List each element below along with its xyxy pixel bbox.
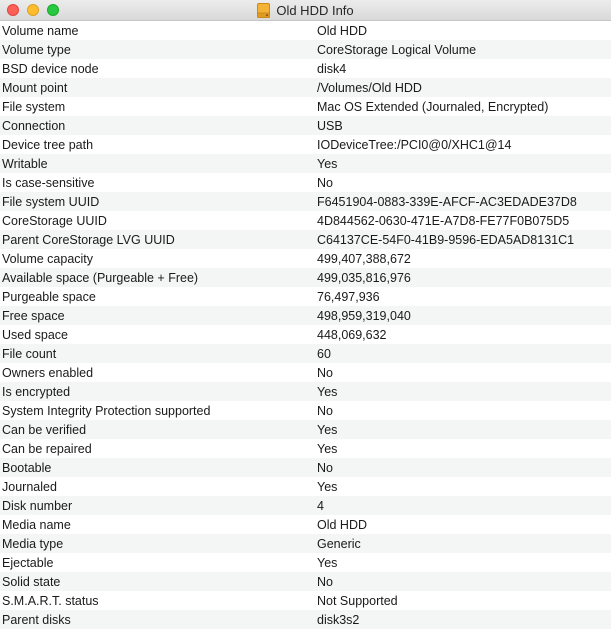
table-row[interactable] [0,344,611,363]
table-row[interactable] [0,477,611,496]
row-key: Free space [2,308,65,323]
table-row[interactable] [0,363,611,382]
row-value: Yes [317,422,338,437]
table-row[interactable] [0,420,611,439]
table-row[interactable] [0,534,611,553]
row-value: CoreStorage Logical Volume [317,42,477,57]
table-row[interactable] [0,306,611,325]
table-row[interactable] [0,610,611,629]
row-value: 499,407,388,672 [317,251,411,266]
row-value: 60 [317,346,331,361]
row-key: Parent disks [2,612,71,627]
row-key: Is encrypted [2,384,71,399]
row-value: Yes [317,441,338,456]
table-row[interactable] [0,97,611,116]
table-row[interactable] [0,154,611,173]
table-row[interactable] [0,458,611,477]
row-key: Can be repaired [2,441,92,456]
row-key: Bootable [2,460,52,475]
row-value: Yes [317,555,338,570]
row-value: 498,959,319,040 [317,308,411,323]
row-key: File count [2,346,57,361]
table-row[interactable] [0,192,611,211]
row-value: Not Supported [317,593,398,608]
row-value: disk3s2 [317,612,360,627]
row-value: /Volumes/Old HDD [317,80,422,95]
table-row[interactable] [0,439,611,458]
row-value: No [317,365,333,380]
row-value: Yes [317,479,338,494]
row-key: Volume capacity [2,251,94,266]
row-value: disk4 [317,61,347,76]
info-table [0,21,611,630]
row-key: Owners enabled [2,365,94,380]
row-value: 4D844562-0630-471E-A7D8-FE77F0B075D5 [317,213,570,228]
row-value: 499,035,816,976 [317,270,411,285]
table-row[interactable] [0,401,611,420]
table-row[interactable] [0,40,611,59]
table-row[interactable] [0,515,611,534]
row-value: Old HDD [317,517,368,532]
row-value: IODeviceTree:/PCI0@0/XHC1@14 [317,137,512,152]
row-value: F6451904-0883-339E-AFCF-AC3EDADE37D8 [317,194,577,209]
table-row[interactable] [0,78,611,97]
row-value: No [317,460,333,475]
row-key: S.M.A.R.T. status [2,593,99,608]
title-bar[interactable] [0,0,611,21]
row-key: Volume name [2,23,79,38]
row-value: No [317,574,333,589]
row-value: USB [317,118,343,133]
window-title-area [0,0,611,21]
row-key: CoreStorage UUID [2,213,107,228]
row-value: 76,497,936 [317,289,380,304]
row-key: Solid state [2,574,61,589]
row-key: Writable [2,156,48,171]
table-row[interactable] [0,268,611,287]
row-value: No [317,175,333,190]
row-key: System Integrity Protection supported [2,403,211,418]
table-row[interactable] [0,116,611,135]
table-row[interactable] [0,135,611,154]
row-key: Parent CoreStorage LVG UUID [2,232,175,247]
table-row[interactable] [0,325,611,344]
table-row[interactable] [0,21,611,40]
window-title: Old HDD Info [276,3,354,18]
row-value: Yes [317,156,338,171]
table-row[interactable] [0,287,611,306]
row-key: Device tree path [2,137,94,152]
row-key: Purgeable space [2,289,96,304]
table-row[interactable] [0,249,611,268]
row-key: Used space [2,327,69,342]
hard-drive-icon [257,3,270,18]
row-value: Old HDD [317,23,368,38]
row-key: Mount point [2,80,68,95]
row-value: 448,069,632 [317,327,387,342]
row-key: BSD device node [2,61,99,76]
table-row[interactable] [0,230,611,249]
row-key: File system [2,99,66,114]
table-row[interactable] [0,496,611,515]
row-value: Mac OS Extended (Journaled, Encrypted) [317,99,549,114]
row-key: Ejectable [2,555,54,570]
row-key: Available space (Purgeable + Free) [2,270,199,285]
table-row[interactable] [0,211,611,230]
row-value: Generic [317,536,361,551]
row-value: No [317,403,333,418]
row-key: Media name [2,517,71,532]
row-value: Yes [317,384,338,399]
table-row[interactable] [0,382,611,401]
row-key: Connection [2,118,66,133]
table-row[interactable] [0,173,611,192]
table-row[interactable] [0,59,611,78]
row-key: Is case-sensitive [2,175,95,190]
table-row[interactable] [0,572,611,591]
row-key: Media type [2,536,64,551]
row-value: C64137CE-54F0-41B9-9596-EDA5AD8131C1 [317,232,575,247]
table-row[interactable] [0,591,611,610]
row-key: Disk number [2,498,73,513]
table-row[interactable] [0,553,611,572]
row-value: 4 [317,498,324,513]
row-key: File system UUID [2,194,100,209]
row-key: Can be verified [2,422,87,437]
row-key: Journaled [2,479,57,494]
row-key: Volume type [2,42,71,57]
